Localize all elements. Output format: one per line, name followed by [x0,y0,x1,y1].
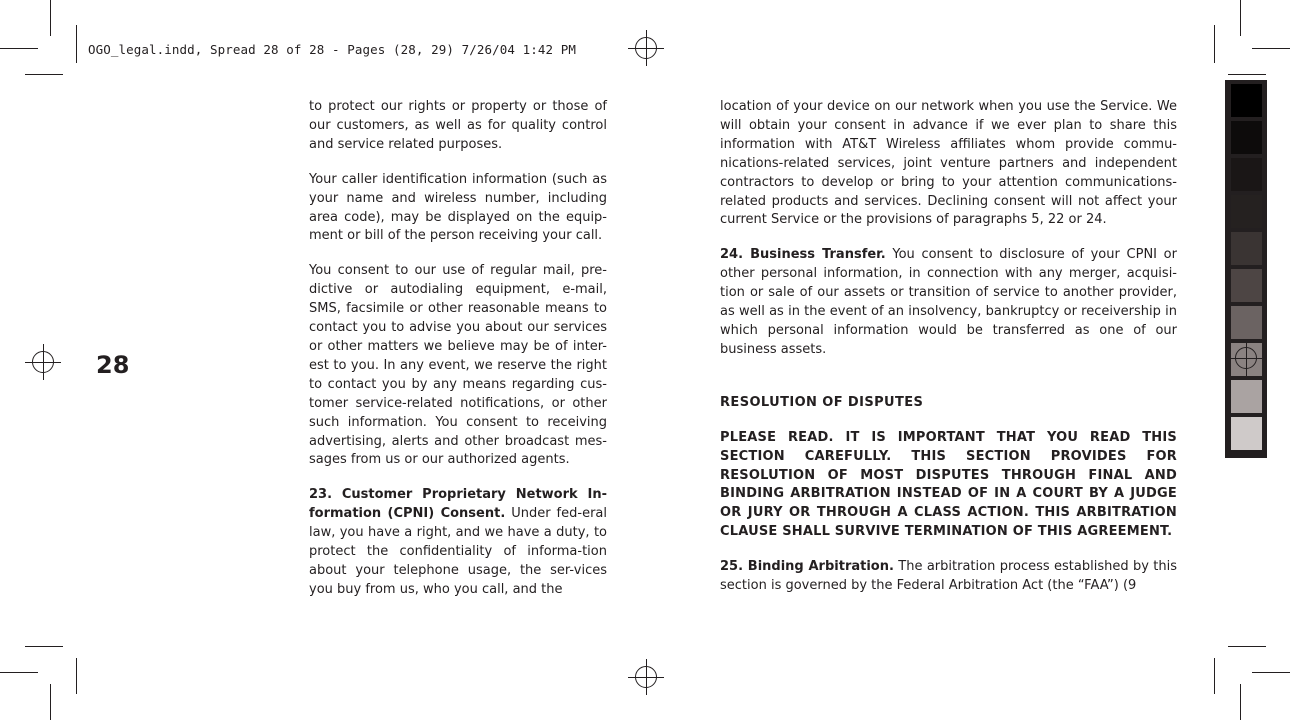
crop-mark [1252,672,1290,673]
paragraph: to protect our rights or property or those of our customers, as well as for quality control and service related purposes. [309,99,607,152]
registration-mark-bottom [628,659,664,695]
crop-mark [1214,25,1215,63]
color-swatch [1231,158,1262,191]
crop-mark [1240,684,1241,720]
crop-mark [76,25,77,63]
crop-mark [0,48,38,49]
paragraph: location of your device on our network when you use the Service. We will obtain your consent in advance if we ever plan to share this information with AT&T Wireless affiliates whom provide commu-nications-related services, joint venture partners and independent contractors to develop or bring to your attention communications-related products and services. Declining consent will not affect your current Service or the provisions of paragraphs 5, 22 or 24. [720,99,1177,228]
crop-mark [76,658,77,694]
crop-mark [50,684,51,720]
section-23 [309,486,607,599]
section-24 [720,246,1177,359]
section-23-body: Under fed-eral law, you have a right, and we have a duty, to protect the confidentiality of informa-tion about your telephone usage, the ser-vices you buy from us, who you call, and the [309,506,607,597]
color-swatch [1231,306,1262,339]
section-23-title: 23. Customer Proprietary Network In-formation (CPNI) Consent. [309,487,607,522]
registration-mark-top [628,30,664,66]
registration-mark-right [1228,340,1264,376]
crop-mark [1228,646,1266,647]
crop-mark [1252,48,1290,49]
right-column [720,98,1177,596]
color-swatch [1231,380,1262,413]
slug-line: OGO_legal.indd, Spread 28 of 28 - Pages (28, 29) 7/26/04 1:42 PM [88,42,577,57]
color-swatch [1231,121,1262,154]
crop-mark [0,672,38,673]
paragraph: Your caller identification information (such as your name and wireless number, including area code), may be displayed on the equip-ment or bill of the person receiving your call. [309,171,607,244]
color-swatch [1231,232,1262,265]
section-heading: RESOLUTION OF DISPUTES [720,394,924,410]
arbitration-notice: PLEASE READ. IT IS IMPORTANT THAT YOU READ THIS SECTION CAREFULLY. THIS SECTION PROVIDES FOR RESOLUTION OF MOST DISPUTES THROUGH FINAL AND BINDING ARBITRATION INSTEAD OF IN A COURT BY A JUDGE OR JURY OR THROUGH A CLASS ACTION. THIS ARBITRATION CLAUSE SHALL SURVIVE TERMINATION OF THIS AGREEMENT. [720,429,1177,540]
crop-mark [1240,0,1241,36]
crop-mark [1214,658,1215,694]
section-25 [720,558,1177,596]
crop-mark [25,74,63,75]
registration-mark-left [25,344,61,380]
color-swatch [1231,269,1262,302]
crop-mark [25,646,63,647]
section-24-body: You consent to disclosure of your CPNI or other personal information, in connection with any merger, acquisi-tion or sale of our assets or transition of service to another provider, as well as in the event of an insolvency, bankruptcy or receivership in which personal information would be transferred as one of our business assets. [720,247,1177,357]
paragraph: You consent to our use of regular mail, pre-dictive or autodialing equipment, e-mail, SMS, facsimile or other reasonable means to contact you to advise you about our services or other matters we believe may be of inter-est to you. In any event, we reserve the right to contact you by any means regarding cus-tomer service-related notifications, or other such information. You consent to receiving advertising, alerts and other broadcast mes-sages from us or our authorized agents. [309,263,607,468]
color-swatch [1231,417,1262,450]
color-swatch [1231,195,1262,228]
section-24-title: 24. Business Transfer. [720,247,886,263]
color-bar [1225,80,1267,458]
color-swatch [1231,84,1262,117]
section-25-title: 25. Binding Arbitration. [720,559,894,575]
section-25-body: The arbitration process established by this section is governed by the Federal Arbitration Act (the “FAA”) (9 [720,559,1177,594]
page-number: 28 [96,351,130,379]
crop-mark [50,0,51,36]
crop-mark [1228,74,1266,75]
left-column [309,98,607,600]
